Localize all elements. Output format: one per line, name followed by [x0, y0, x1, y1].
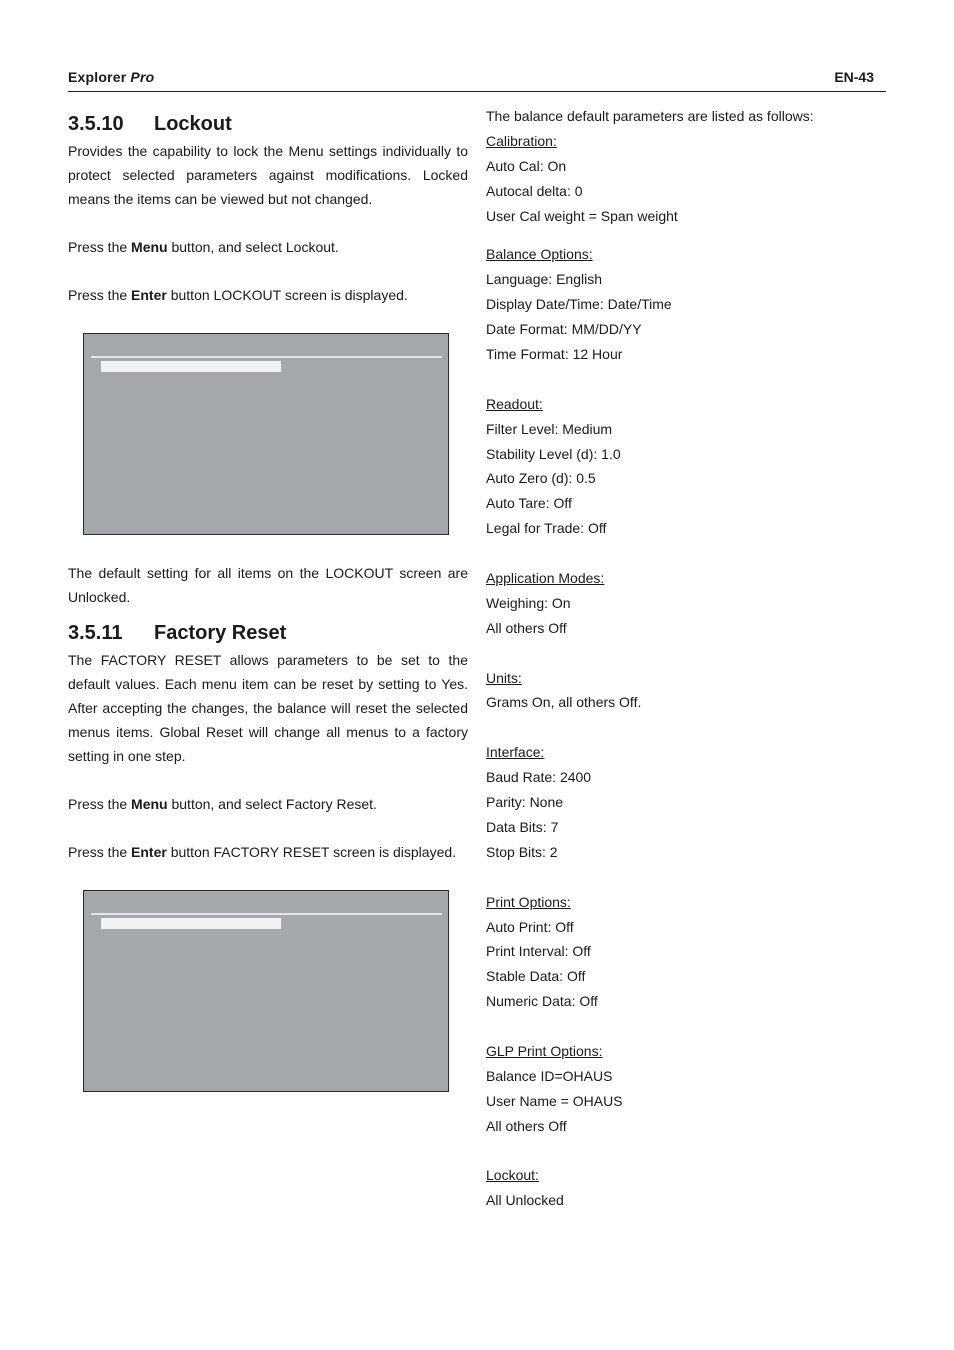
defaults-item: Legal for Trade: Off [486, 520, 607, 537]
factory-reset-step-menu: Press the Menu button, and select Factory Reset. [68, 796, 377, 812]
screen-highlight-bar [101, 918, 281, 929]
screen-rule [91, 356, 442, 358]
defaults-item: Auto Tare: Off [486, 495, 572, 512]
defaults-group-heading: GLP Print Options: [486, 1042, 603, 1059]
defaults-item: Auto Zero (d): 0.5 [486, 470, 596, 487]
defaults-group-heading: Balance Options: [486, 246, 593, 263]
defaults-item: Filter Level: Medium [486, 420, 613, 437]
defaults-item: Stop Bits: 2 [486, 843, 558, 860]
product-name: Explorer Pro [68, 69, 155, 85]
screen-highlight-bar [101, 361, 281, 372]
lockout-default-note: The default setting for all items on the LOCKOUT screen are Unlocked. [68, 565, 468, 605]
lockout-heading [68, 110, 468, 138]
lockout-title: Lockout [154, 113, 232, 135]
factory-reset-screen-image [83, 890, 449, 1092]
defaults-item: All others Off [486, 619, 567, 636]
defaults-item: Weighing: On [486, 594, 571, 611]
defaults-item: Parity: None [486, 794, 564, 811]
page-header [68, 69, 886, 92]
defaults-item: Language: English [486, 271, 602, 288]
defaults-item: Auto Print: Off [486, 918, 574, 935]
page-number: EN-43 [834, 69, 874, 85]
screen-rule [91, 913, 442, 915]
defaults-group-heading: Units: [486, 669, 522, 686]
enter-button-ref: Enter [131, 287, 167, 303]
lockout-step-menu: Press the Menu button, and select Lockout. [68, 239, 339, 255]
defaults-item: Stability Level (d): 1.0 [486, 445, 621, 462]
enter-button-ref: Enter [131, 844, 167, 860]
defaults-item: Numeric Data: Off [486, 993, 598, 1010]
factory-reset-section-number: 3.5.11 [68, 622, 123, 644]
defaults-group-heading: Print Options: [486, 893, 571, 910]
factory-reset-title: Factory Reset [154, 622, 287, 644]
factory-reset-intro: The FACTORY RESET allows parameters to be set to the default values. Each menu item can be reset by setting to Yes. After accepting the changes, the balance will reset the selected menus items. Global Reset will change all menus to a factory setting in one step. [68, 652, 468, 764]
defaults-item: Time Format: 12 Hour [486, 346, 623, 363]
defaults-group-heading: Interface: [486, 744, 545, 761]
defaults-item: Auto Cal: On [486, 157, 567, 174]
defaults-item: All Unlocked [486, 1192, 564, 1209]
factory-reset-heading [68, 619, 468, 647]
right-column [486, 104, 886, 1213]
menu-button-ref: Menu [131, 239, 168, 255]
lockout-step-enter: Press the Enter button LOCKOUT screen is displayed. [68, 287, 408, 303]
defaults-item: All others Off [486, 1117, 567, 1134]
defaults-intro: The balance default parameters are listed as follows: [486, 108, 814, 124]
defaults-item: User Name = OHAUS [486, 1092, 623, 1109]
left-column [68, 110, 468, 1092]
defaults-group-heading: Calibration: [486, 132, 557, 149]
lockout-screen-image [83, 333, 449, 535]
defaults-item: User Cal weight = Span weight [486, 207, 678, 224]
defaults-item: Stable Data: Off [486, 968, 586, 985]
factory-reset-step-enter: Press the Enter button FACTORY RESET screen is displayed. [68, 844, 457, 860]
defaults-group-heading: Readout: [486, 395, 543, 412]
defaults-item: Balance ID=OHAUS [486, 1067, 613, 1084]
lockout-intro: Provides the capability to lock the Menu settings individually to protect selected parameters against modifications. Locked means the items can be viewed but not changed. [68, 143, 468, 207]
defaults-item: Baud Rate: 2400 [486, 769, 592, 786]
lockout-section-number: 3.5.10 [68, 113, 124, 135]
defaults-item: Grams On, all others Off. [486, 694, 642, 711]
defaults-item: Print Interval: Off [486, 943, 591, 960]
defaults-item: Display Date/Time: Date/Time [486, 296, 672, 313]
defaults-item: Data Bits: 7 [486, 818, 559, 835]
defaults-item: Date Format: MM/DD/YY [486, 321, 642, 338]
defaults-item: Autocal delta: 0 [486, 182, 583, 199]
defaults-group-heading: Application Modes: [486, 570, 605, 587]
defaults-group-heading: Lockout: [486, 1167, 539, 1184]
menu-button-ref: Menu [131, 796, 168, 812]
product-suffix: Pro [130, 69, 155, 85]
